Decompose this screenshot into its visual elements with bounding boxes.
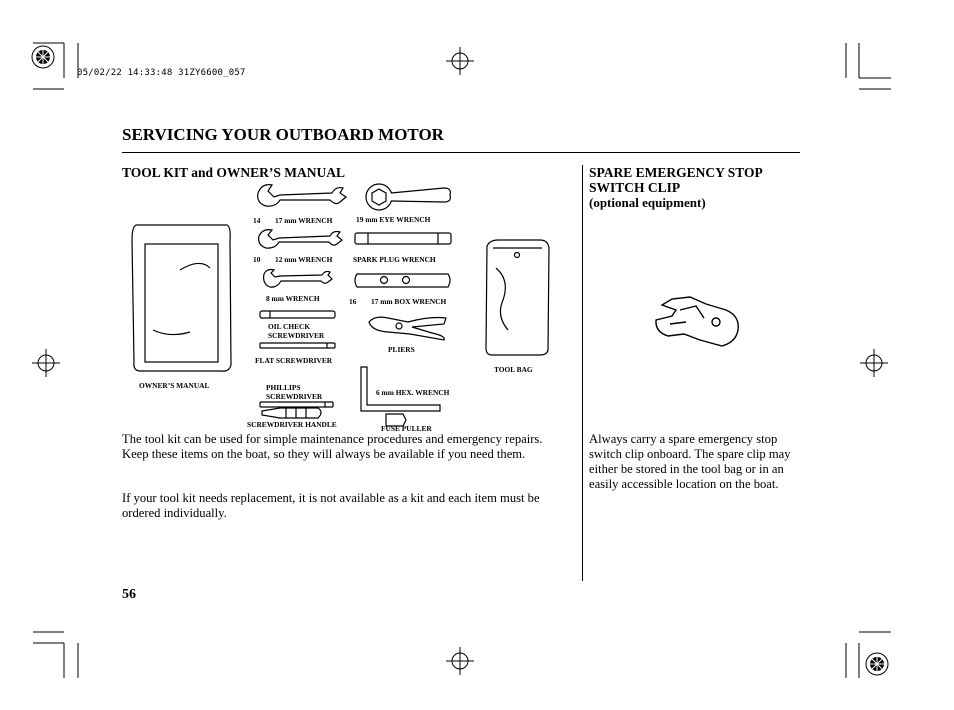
spare-clip-heading <box>589 165 809 210</box>
12mm-wrench-icon <box>259 230 342 249</box>
tool-kit-paragraph-2: If your tool kit needs replacement, it is not available as a kit and each item must be ordered individually. <box>122 491 540 520</box>
tool-label-box17: 17 mm BOX WRENCH <box>371 297 447 306</box>
phillips-screwdriver-icon <box>260 402 333 407</box>
tool-label-oilcheck-2: SCREWDRIVER <box>268 331 325 340</box>
tool-bag-icon <box>486 240 549 355</box>
tool-label-phillips-1: PHILLIPS <box>266 383 301 392</box>
emergency-stop-clip-icon <box>656 297 738 346</box>
tool-label-eye19: 19 mm EYE WRENCH <box>356 215 431 224</box>
tool-label-wrench8: 8 mm WRENCH <box>266 294 320 303</box>
spare-clip-heading-optional: (optional equipment) <box>589 195 706 210</box>
tool-label-toolbag: TOOL BAG <box>494 365 533 374</box>
spark-plug-wrench-icon <box>355 233 451 244</box>
spare-clip-heading-line2: SWITCH CLIP <box>589 180 681 195</box>
page-number: 56 <box>122 587 136 602</box>
8mm-wrench-icon <box>264 270 332 288</box>
section-title: SERVICING YOUR OUTBOARD MOTOR <box>122 125 444 144</box>
spare-clip-heading-line1: SPARE EMERGENCY STOP <box>589 165 763 180</box>
spare-clip-paragraph: Always carry a spare emergency stop switch clip onboard. The spare clip may either be stored in the tool bag or in an easily accessible location on the boat. <box>589 432 791 491</box>
tool-label-wrench17: 17 mm WRENCH <box>275 216 333 225</box>
tool-label-pliers: PLIERS <box>388 345 415 354</box>
tool-label-phillips-2: SCREWDRIVER <box>266 392 323 401</box>
tool-kit-paragraph-1: The tool kit can be used for simple maintenance procedures and emergency repairs. Keep these items on the boat, so they will always be available if you need them. <box>122 432 543 461</box>
19mm-eye-wrench-icon <box>366 184 450 210</box>
tool-label-oilcheck-1: OIL CHECK <box>268 322 311 331</box>
screwdriver-handle-icon <box>262 408 321 418</box>
tool-label-box17-num: 16 <box>349 297 357 306</box>
tool-label-wrench17-num: 14 <box>253 216 261 225</box>
17mm-box-wrench-icon <box>355 274 450 287</box>
tool-label-wrench12: 12 mm WRENCH <box>275 255 333 264</box>
tool-label-flat: FLAT SCREWDRIVER <box>255 356 333 365</box>
tool-label-fuse: FUSE PULLER <box>381 424 432 433</box>
print-timestamp: 05/02/22 14:33:48 31ZY6600_057 <box>77 68 246 78</box>
tool-label-wrench12-num: 10 <box>253 255 261 264</box>
tool-kit-heading: TOOL KIT and OWNER’S MANUAL <box>122 165 346 180</box>
flat-screwdriver-icon <box>260 343 335 348</box>
pliers-icon <box>369 317 446 340</box>
tool-label-spark: SPARK PLUG WRENCH <box>353 255 436 264</box>
17mm-wrench-icon <box>258 185 346 206</box>
oil-check-screwdriver-icon <box>260 311 335 318</box>
tool-label-manual: OWNER’S MANUAL <box>139 381 210 390</box>
tool-label-hex6: 6 mm HEX. WRENCH <box>376 388 450 397</box>
tool-label-handle: SCREWDRIVER HANDLE <box>247 420 337 429</box>
